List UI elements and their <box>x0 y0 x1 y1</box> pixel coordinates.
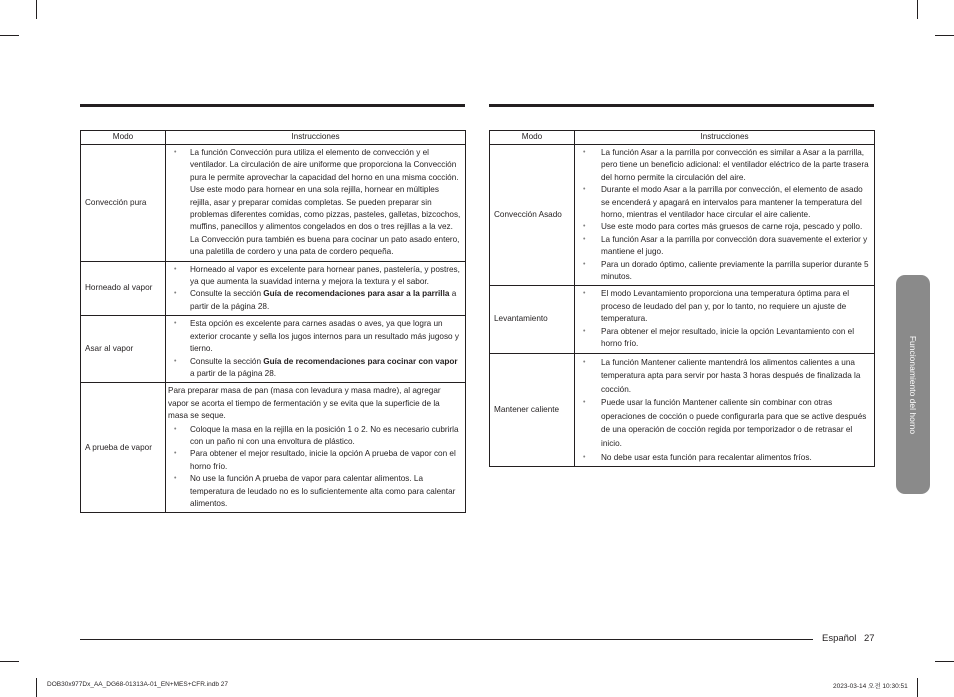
instructions-cell <box>575 145 875 286</box>
instructions-cell <box>166 261 466 316</box>
bullet-text: . <box>266 301 270 311</box>
table-row <box>81 316 466 383</box>
column-header-instructions: Instrucciones <box>166 131 466 145</box>
crop-mark <box>935 35 954 36</box>
instruction-bullet: • Esta opción es excelente para carnes asadas o aves, ya que logra un exterior crocante y sella los jugos internos para un resultado más jugoso y tierno. <box>168 318 461 355</box>
column-header-mode: Modo <box>490 131 575 145</box>
print-slug-filename: DOB30x977Dx_AA_DG68-01313A-01_EN+MES+CFR.indb 27 <box>47 681 229 688</box>
table-header-row <box>490 131 875 145</box>
instruction-bullet: • Horneado al vapor es excelente para hornear panes, pastelería, y postres, ya que aumenta la suavidad interna y mejora la textura y el sabor. <box>168 264 461 289</box>
crop-mark <box>0 35 19 36</box>
crop-mark <box>36 0 37 19</box>
column-header-instructions: Instrucciones <box>575 131 875 145</box>
instruction-bullet: • No use la función A prueba de vapor para calentar alimentos. La temperatura de leudado no es lo suficientemente alta como para calentar alimentos. <box>168 473 461 510</box>
table-row <box>81 261 466 316</box>
section-reference-link[interactable]: Guía de recomendaciones para cocinar con vapor <box>263 356 458 366</box>
chapter-side-tab <box>896 275 930 494</box>
bullet-text: . <box>273 368 277 378</box>
mode-cell: Asar al vapor <box>81 316 166 383</box>
mode-cell: Convección Asado <box>490 145 575 286</box>
instruction-bullet: • No debe usar esta función para recalentar alimentos fríos. <box>577 451 870 465</box>
table-row <box>490 145 875 286</box>
instruction-bullet: • Puede usar la función Mantener caliente sin combinar con otras operaciones de cocción o puede configurarla para que se active después de una operación de cocción regida por temporizador o de retrasar el inicio. <box>577 396 870 450</box>
mode-cell: Convección pura <box>81 145 166 262</box>
instructions-cell <box>575 286 875 353</box>
instructions-cell <box>166 383 466 513</box>
page-reference[interactable]: 28 <box>257 301 267 311</box>
mode-cell: A prueba de vapor <box>81 383 166 513</box>
table-row <box>81 145 466 262</box>
instructions-cell <box>575 353 875 467</box>
instruction-bullet: • Para obtener el mejor resultado, inicie la opción A prueba de vapor con el horno frío. <box>168 448 461 473</box>
crop-mark <box>917 678 918 697</box>
crop-mark <box>0 661 19 662</box>
bullet-text: a partir de la página <box>190 368 265 378</box>
section-rule-left <box>80 104 465 107</box>
table-row <box>490 286 875 353</box>
instruction-bullet: • Durante el modo Asar a la parrilla por convección, el elemento de asado se encenderá y apagará en intervalos para mantener la temperatura del horno, mientras el ventilador hace circular el aire caliente. <box>577 184 870 221</box>
section-rule-right <box>489 104 874 107</box>
instruction-intro: Para preparar masa de pan (masa con levadura y masa madre), al agregar vapor se acorta el tiempo de fermentación y se evita que la superficie de la masa se seque. <box>168 386 441 421</box>
bullet-text: Consulte la sección <box>190 356 264 366</box>
instruction-bullet <box>168 356 461 381</box>
footer-language: Español <box>822 633 857 644</box>
table-row <box>490 353 875 467</box>
mode-cell: Levantamiento <box>490 286 575 353</box>
instruction-bullet: • Para obtener el mejor resultado, inicie la opción Levantamiento con el horno frío. <box>577 326 870 351</box>
table-row <box>81 383 466 513</box>
instruction-bullet: • Coloque la masa en la rejilla en la posición 1 o 2. No es necesario cubrirla con un paño ni con una envoltura de plástico. <box>168 424 461 449</box>
section-reference-link[interactable]: Guía de recomendaciones para asar a la parrilla <box>263 289 450 299</box>
mode-cell: Horneado al vapor <box>81 261 166 316</box>
instruction-bullet <box>168 288 461 313</box>
instruction-bullet: • La función Mantener caliente mantendrá los alimentos calientes a una temperatura apta para servir por hasta 3 horas después de finalizada la cocción. <box>577 356 870 397</box>
bullet-text: Consulte la sección <box>190 289 264 299</box>
crop-mark <box>917 0 918 19</box>
instruction-bullet: • Para un dorado óptimo, caliente previamente la parrilla superior durante 5 minutos. <box>577 259 870 284</box>
page-number: 27 <box>864 633 875 644</box>
instruction-bullet: • La función Asar a la parrilla por convección es similar a Asar a la parrilla, pero tiene un beneficio adicional: el ventilador eléctrico de la parte trasera del horno permite la circulación del aire. <box>577 147 870 184</box>
table-header-row <box>81 131 466 145</box>
cooking-modes-table-left <box>80 130 466 513</box>
mode-cell: Mantener caliente <box>490 353 575 467</box>
instruction-bullet: • La función Convección pura utiliza el elemento de convección y el ventilador. La circulación de aire uniforme que proporciona la Convección pura le permite aprovechar la capacidad del horno en una misma cocción. Use este modo para hornear en una sola rejilla, hornear en múltiples rejilla, asar y preparar comidas completas. Se pueden preparar sin problemas diferentes comidas, como pizzas, pasteles, galletas, bizcochos, muffins, panecillos y alimentos congelados en dos o tres rejillas a la vez. La Convección pura también es buena para cocinar un pato asado entero, una paletilla de cordero y una pata de cordero pequeña. <box>168 147 461 259</box>
crop-mark <box>935 661 954 662</box>
bullet-text: a partir de la página <box>190 289 457 311</box>
instruction-bullet: • Use este modo para cortes más gruesos de carne roja, pescado y pollo. <box>577 221 870 233</box>
print-slug-timestamp: 2023-03-14 오전 10:30:51 <box>833 683 908 690</box>
cooking-modes-table-right <box>489 130 875 467</box>
column-header-mode: Modo <box>81 131 166 145</box>
instruction-bullet: • El modo Levantamiento proporciona una temperatura óptima para el proceso de leudado del pan y, por lo tanto, no requiere un ajuste de temperatura. <box>577 288 870 325</box>
crop-mark <box>36 678 37 697</box>
instruction-bullet: • La función Asar a la parrilla por convección dora suavemente el exterior y mantiene el jugo. <box>577 234 870 259</box>
footer-rule <box>80 639 813 640</box>
instructions-cell <box>166 145 466 262</box>
chapter-side-tab-label: Funcionamiento del horno <box>908 335 918 434</box>
page-reference[interactable]: 28 <box>264 368 274 378</box>
instructions-cell <box>166 316 466 383</box>
